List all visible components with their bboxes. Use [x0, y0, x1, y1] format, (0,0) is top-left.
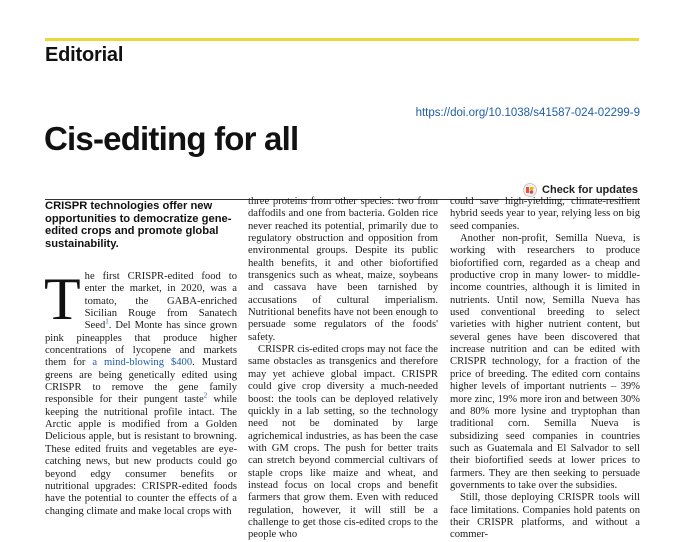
pineapple-link[interactable]: a mind-blowing $400 — [92, 357, 193, 369]
standfirst: CRISPR technologies offer new opportunities to democratize gene-edited crops and promote global sustainability. — [45, 200, 232, 250]
article-title: Cis-editing for all — [44, 120, 299, 157]
column-3 — [450, 196, 640, 542]
col1-text-a: he first CRISPR-edited food to enter the market, in 2020, was a tomato, the GABA-enriched Sicilian Rouge from Sanatech Seed — [84, 271, 237, 332]
col3-paragraph-1: could save high-yielding, climate-resilient hybrid seeds year to year, relying less on big seed companies. — [450, 196, 640, 232]
col1-text-d: while keeping the nutritional profile intact. The Arctic apple is modified from a Golden Delicious apple, but is resistant to browning. These edited fruits and vegetables are eye-catching news, but new products could go beyond edgy consumer benefits or nutritional upgrades: CRISPR-edited foods have the potential to counter the effects of a changing climate and make local crops with — [45, 394, 238, 517]
column-2 — [248, 196, 438, 542]
doi-link[interactable]: https://doi.org/10.1038/s41587-024-02299-9 — [415, 107, 640, 119]
reference-2[interactable]: 2 — [203, 391, 208, 400]
check-updates-label: Check for updates — [542, 184, 638, 196]
accent-bar — [45, 38, 639, 41]
check-updates-icon — [523, 183, 537, 197]
col3-paragraph-3: Still, those deploying CRISPR tools will face limitations. Companies hold patents on their CRISPR platforms, and without a commer- — [450, 492, 640, 541]
col2-paragraph-2: CRISPR cis-edited crops may not face the same obstacles as transgenics and therefore may yet achieve global impact. CRISPR could give crop diversity a much-needed boost: the tools can be deployed relatively quickly in a lab setting, so the technology need not be dominated by large agrichemical industries, as has been the case with GM crops. The push for better traits can stretch beyond commercial cultivars of staple crops like maize and wheat, and instead focus on local crops and benefit farmers that grow them. Even with reduced regulation, however, it will still be a challenge to get those cis-edited crops to the people who — [248, 344, 438, 541]
col3-paragraph-2: Another non-profit, Semilla Nueva, is working with researchers to produce biofortified corn, regarded as a cheap and productive crop in many lower- to middle-income countries, although it is limited in nutrients. Until now, Semilla Nueva has used conventional breeding to select varieties with higher nutrient content, but several genes have been discovered that increase nutrition and can be edited with CRISPR technology, for a fraction of the price of breeding. The edited corn contains higher levels of important nutrients – 39% more zinc, 19% more iron and between 30% and 80% more lysine and tryptophan than traditional corn. Semilla Nueva is subsidizing seed companies in countries such as Guatemala and El Salvador to sell their biofortified seeds at lower prices to farmers. They are then seeking to persuade governments to take over the subsidies. — [450, 233, 640, 491]
check-for-updates-button[interactable] — [523, 183, 638, 197]
column-1 — [44, 266, 238, 518]
drop-cap: T — [44, 266, 81, 332]
col2-paragraph-1: three proteins from other species: two from daffodils and one from bacteria. Golden rice never reached its potential, primarily due to regulatory obstruction and opposition from environmental groups. Despite its public health benefits, it and other biofortified transgenics such as wheat, maize, soybeans and cassava have been tarnished by accusations of cultural imperialism. Nutritional benefits have not been enough to persuade some regulators of the foods' safety. — [248, 196, 438, 343]
col1-text-c: . Mustard greens are being genetically edited using CRISPR to remove the gene family responsible for their pungent taste — [45, 357, 237, 406]
col1-text-b: . Del Monte has since grown pink pineapples that produce higher concentrations of lycopene and markets them for — [45, 320, 237, 369]
reference-1[interactable]: 1 — [105, 317, 109, 326]
section-label: Editorial — [45, 44, 124, 66]
col1-paragraph — [44, 266, 238, 518]
